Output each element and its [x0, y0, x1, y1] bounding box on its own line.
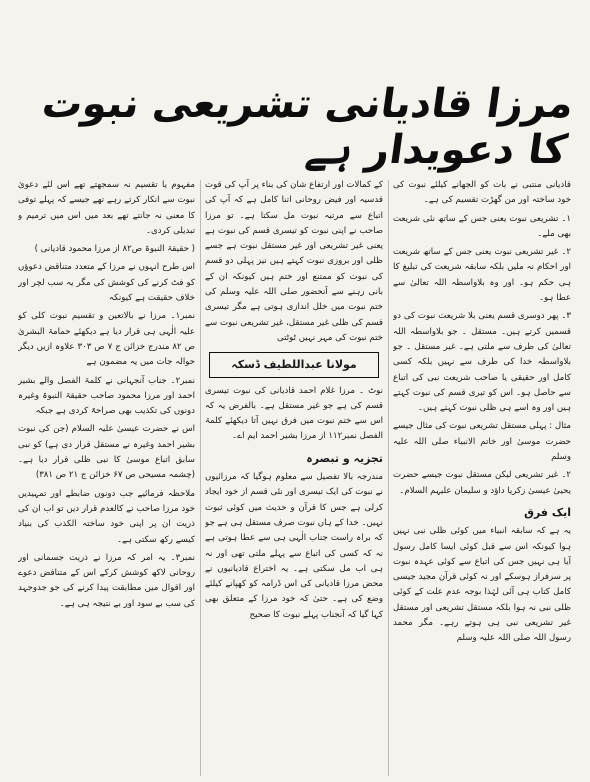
- paragraph: مفہوم یا تقسیم نہ سمجھتے تھے اس لئے دعویٰ نبوت سے انکار کرتے رہے تھے جیسے کہ پہلے توفی کا معنی نہ جانتے تھے بعد میں اس میں ترمیم و تبدیلی کردی۔: [18, 180, 195, 236]
- citation: ( حقیقۃ النبوۃ ص۸۲ از مرزا محمود قادیانی ): [34, 244, 195, 255]
- column-left: [18, 178, 195, 778]
- paragraph: اس نے حضرت عیسیٰ علیہ السلام (جن کی نبوت بشیر احمد وغیرہ نے مستقل قرار دی ہے) کو نبی سابق اتباع موسیٰ کا نبی ظلی قرار دیا ہے۔ (چشمہ مسیحی ص ۶۷ خزائن ج ۲۱ ص ۳۸۱): [18, 424, 195, 481]
- paragraph: ۱۔ تشریعی نبوت یعنی جس کے ساتھ نئی شریعت بھی ملے۔: [393, 213, 571, 239]
- page-title: مرزا قادیانی تشریعی نبوت کا دعویدار ہے: [39, 81, 577, 173]
- section-heading: تجزیہ و تبصرہ: [306, 451, 383, 465]
- paragraph: نمبر۳۔ یہ امر کہ مرزا نے ذریت جسمانی اور روحانی لاکھ کوشش کرکے اس کے متناقض دعوے اور اقوال میں مطابقت پیدا کرنے کی جو جدوجہد کی سب بے سود اور بے نتیجہ ہی ہے۔: [18, 552, 195, 609]
- paragraph: نمبر۲۔ جناب آنجہانی نے کلمۃ الفصل والے بشیر احمد اور مرزا محمود صاحب حقیقۃ النبوۃ وغیرہ دونوں کی تکذیب بھی صراحۃً کردی ہے جبکہ: [18, 375, 195, 417]
- paragraph: نوٹ ۔ مرزا غلام احمد قادیانی کی نبوت تیسری قسم کی ہے جو غیر مستقل ہے۔ بالفرض یہ کہ اس سے ختم نبوت میں فرق نہیں آتا دیکھئے کلمۃ الفصل نمبر۱۱۲ از مرزا بشیر احمد ایم اے۔: [205, 385, 383, 442]
- paragraph: قادیانی منتبی نے بات کو الجھانے کیلئے نبوت کی خود ساختہ اور من گھڑت تقسیم کی ہے۔: [393, 180, 571, 206]
- paragraph: ملاحظہ فرمائیے جب دونوں ضابطے اور تمہیدیں خود مرزا صاحب نے کالعدم قرار دیں تو اب ان کی ذریت ان پر اپنی خود ساختہ الکذب کی بنیاد کیسے رکھ سکتی ہے۔: [18, 488, 195, 545]
- column-divider: [388, 180, 389, 776]
- paragraph: ۲۔ غیر تشریعی نبوت یعنی جس کے ساتھ شریعت اور احکام نہ ملیں بلکہ سابقہ شریعت کی تبلیغ کا ہی حکم ہو۔ اور وہ بلاواسطہ اللہ تعالیٰ سے عطا ہو۔: [393, 247, 571, 304]
- author-byline: مولانا عبداللطیف ڈسکہ: [209, 352, 379, 377]
- paragraph: اس طرح انہوں نے مرزا کے متعدد متناقض دعوؤں کو فٹ کرنے کی کوشش کی مگر یہ سب لچر اور خلاف حقیقت ہے کیونکہ: [18, 262, 195, 304]
- column-middle: [205, 178, 383, 778]
- paragraph: مثال : پہلی مستقل تشریعی نبوت کی مثال جیسے حضرت موسیٰ اور خاتم الانبیاء صلی اللہ علیہ وسلم: [393, 421, 571, 463]
- paragraph: نمبر۱۔ مرزا نے بالاتعین و تقسیم نبوت کلی کو علیہ الٰہی ہی قرار دیا ہے دیکھئے حمامۃ البشریٰ ص ۸۲ مندرج خزائن ج ۷ ص ۳۰۳ علاوہ ازیں دیگر حوالہ جات میں یہ مضمون ہے: [18, 311, 195, 368]
- section-heading: ایک فرق: [524, 505, 571, 519]
- paragraph: ۳۔ پھر دوسری قسم یعنی بلا شریعت نبوت کی دو قسمیں کرتے ہیں۔ مستقل ۔ جو بلاواسطہ اللہ تعالیٰ کی طرف سے ملتی ہے۔ غیر مستقل ۔ جو بلاواسطہ خدا کی طرف سے نہیں بلکہ کسی کامل اور حقیقی یا صاحب شریعت نبی کی اتباع سے حاصل ہو۔ اس کو تیری قسم کی نبوت کہتے ہیں اور وہ اسے ہی ظلی نبوت کہتے ہیں۔: [393, 311, 571, 414]
- paragraph: کے کمالات اور ارتفاع شان کی بناء پر آپ کی قوت قدسیہ اور فیض روحانی اتنا کامل ہے کہ آپ کی اتباع سے مرتبہ نبوت مل سکتا ہے۔ تو مرزا صاحب نے اپنی نبوت کو تیسری قسم کی نبوت ہے یعنی غیر تشریعی اور غیر مستقل نبوت ہے جسے ظلی اور بروزی نبوت کہتے ہیں نیز پہلی دو قسم کی نبوت کو ممتنع اور ختم ہیں کیونکہ ان کے بانی رہنے سے آنحضور صلی اللہ علیہ وسلم کی ختم نبوت میں خلل اندازی ہوتی ہے مگر تیسری قسم کی ظلی غیر مستقل، غیر تشریعی نبوت سے ختم نبوت کی مہر نہیں ٹوٹتی: [205, 180, 383, 343]
- paragraph: یہ ہے کہ سابقہ انبیاء میں کوئی ظلی نبی نہیں ہوا کیونکہ اس سے قبل کوئی ایسا کامل رسول آیا ہی نہیں جس کی اتباع سے کوئی عہدہ نبوت پر سرفراز ہوسکے اور نہ کوئی قرآن مجید جیسی کامل کتاب ہی آئی لہٰذا بوجہ عدم علت کے کوئی ظلی نبی نہ ہوا بلکہ مستقل تشریعی اور مستقل غیر تشریعی نبی ہی ہوتے رہے۔ مگر محمد رسول اللہ صلی اللہ علیہ وسلم: [393, 526, 571, 644]
- paragraph: ۲۔ غیر تشریعی لیکن مستقل نبوت جیسے حضرت یحییٰ عیسیٰ زکریا داؤد و سلیمان علیہم السلام۔: [393, 470, 571, 496]
- column-divider: [200, 180, 201, 776]
- column-right: [393, 178, 571, 778]
- paragraph: مندرجہ بالا تفصیل سے معلوم ہوگیا کہ مرزائیوں نے نبوت کی ایک تیسری اور نئی قسم از خود ایجاد کرلی ہے جس کا قرآن و حدیث میں کوئی ثبوت نہیں۔ خدا کے ہاں نبوت صرف مستقل ہی ہے جو کہ براہ راست جناب الٰہی ہی سے عطا ہوتی ہے نہ کہ کسی کی اتباع سے پہلے ملتی تھی اور نہ ہی اب مل سکتی ہے۔ یہ اختراع قادیانیوں نے محض مرزا قادیانی کی اس ڈرامہ کو کھپانے کیلئے وضع کی ہے۔ حتیٰ کہ خود مرزا کے متعلق بھی کہا گیا کہ آنجناب پہلے نبوت کا صحیح: [205, 472, 383, 620]
